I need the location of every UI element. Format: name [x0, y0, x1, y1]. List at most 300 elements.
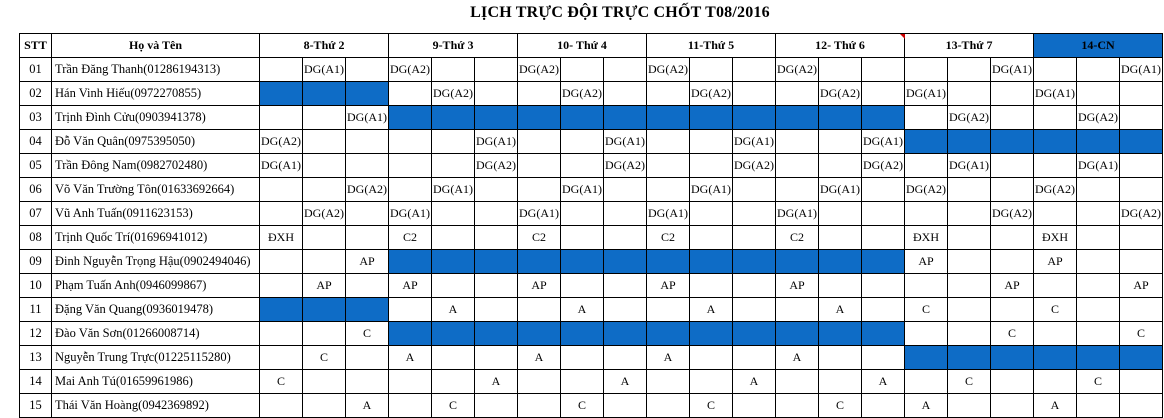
schedule-cell[interactable]: [561, 370, 604, 394]
schedule-cell[interactable]: DG(A1): [776, 202, 819, 226]
row-name[interactable]: Trịnh Đình Cửu(0903941378): [52, 106, 260, 130]
row-name[interactable]: Hán Vinh Hiếu(0972270855): [52, 82, 260, 106]
schedule-cell[interactable]: A: [862, 370, 905, 394]
schedule-cell[interactable]: [776, 394, 819, 418]
schedule-cell[interactable]: [475, 322, 518, 346]
schedule-cell[interactable]: AP: [905, 250, 948, 274]
schedule-cell[interactable]: [1120, 154, 1163, 178]
row-name[interactable]: Mai Anh Tú(01659961986): [52, 370, 260, 394]
schedule-cell[interactable]: DG(A1): [948, 154, 991, 178]
schedule-cell[interactable]: DG(A2): [733, 154, 776, 178]
schedule-cell[interactable]: [647, 370, 690, 394]
schedule-cell[interactable]: [604, 178, 647, 202]
schedule-cell[interactable]: [862, 394, 905, 418]
schedule-cell[interactable]: [1034, 322, 1077, 346]
schedule-cell[interactable]: [776, 106, 819, 130]
schedule-cell[interactable]: [1120, 394, 1163, 418]
schedule-cell[interactable]: [475, 226, 518, 250]
schedule-cell[interactable]: [733, 274, 776, 298]
schedule-cell[interactable]: AP: [647, 274, 690, 298]
schedule-cell[interactable]: DG(A1): [819, 178, 862, 202]
schedule-cell[interactable]: [690, 346, 733, 370]
row-stt[interactable]: 04: [20, 130, 52, 154]
schedule-cell[interactable]: [303, 250, 346, 274]
schedule-cell[interactable]: [819, 106, 862, 130]
schedule-cell[interactable]: [1077, 82, 1120, 106]
schedule-cell[interactable]: [690, 322, 733, 346]
row-name[interactable]: Nguyễn Trung Trực(01225115280): [52, 346, 260, 370]
schedule-cell[interactable]: [905, 346, 948, 370]
schedule-cell[interactable]: [604, 58, 647, 82]
row-name[interactable]: Phạm Tuấn Anh(0946099867): [52, 274, 260, 298]
schedule-cell[interactable]: A: [776, 346, 819, 370]
schedule-cell[interactable]: [1077, 58, 1120, 82]
schedule-cell[interactable]: [561, 322, 604, 346]
row-stt[interactable]: 15: [20, 394, 52, 418]
schedule-cell[interactable]: [432, 202, 475, 226]
schedule-cell[interactable]: [991, 394, 1034, 418]
schedule-cell[interactable]: DG(A2): [991, 202, 1034, 226]
schedule-cell[interactable]: C: [948, 370, 991, 394]
schedule-cell[interactable]: [561, 130, 604, 154]
schedule-cell[interactable]: [518, 130, 561, 154]
schedule-cell[interactable]: [948, 322, 991, 346]
schedule-cell[interactable]: [604, 394, 647, 418]
schedule-cell[interactable]: [475, 82, 518, 106]
schedule-cell[interactable]: A: [819, 298, 862, 322]
schedule-cell[interactable]: C: [1077, 370, 1120, 394]
schedule-cell[interactable]: AP: [776, 274, 819, 298]
schedule-cell[interactable]: [862, 226, 905, 250]
schedule-cell[interactable]: DG(A2): [1077, 106, 1120, 130]
schedule-cell[interactable]: [561, 226, 604, 250]
schedule-cell[interactable]: [776, 130, 819, 154]
schedule-cell[interactable]: DG(A2): [561, 82, 604, 106]
schedule-cell[interactable]: [561, 106, 604, 130]
schedule-cell[interactable]: [1077, 274, 1120, 298]
schedule-cell[interactable]: AP: [991, 274, 1034, 298]
schedule-cell[interactable]: [905, 130, 948, 154]
header-day-4[interactable]: 11-Thứ 5: [647, 34, 776, 58]
schedule-cell[interactable]: [733, 106, 776, 130]
schedule-cell[interactable]: [991, 130, 1034, 154]
schedule-cell[interactable]: [346, 226, 389, 250]
schedule-cell[interactable]: [475, 250, 518, 274]
schedule-cell[interactable]: [604, 226, 647, 250]
row-name[interactable]: Trần Đông Nam(0982702480): [52, 154, 260, 178]
schedule-cell[interactable]: [862, 178, 905, 202]
schedule-cell[interactable]: DG(A1): [389, 202, 432, 226]
schedule-cell[interactable]: [819, 370, 862, 394]
schedule-cell[interactable]: [733, 58, 776, 82]
schedule-cell[interactable]: [991, 106, 1034, 130]
schedule-cell[interactable]: [862, 274, 905, 298]
schedule-cell[interactable]: [260, 322, 303, 346]
header-day-5[interactable]: 12- Thứ 6: [776, 34, 905, 58]
schedule-cell[interactable]: DG(A1): [690, 178, 733, 202]
schedule-cell[interactable]: [776, 322, 819, 346]
header-stt[interactable]: STT: [20, 34, 52, 58]
schedule-cell[interactable]: [776, 178, 819, 202]
schedule-cell[interactable]: [819, 130, 862, 154]
header-day-1[interactable]: 8-Thứ 2: [260, 34, 389, 58]
schedule-cell[interactable]: [389, 370, 432, 394]
schedule-cell[interactable]: [475, 298, 518, 322]
schedule-cell[interactable]: ĐXH: [260, 226, 303, 250]
schedule-cell[interactable]: DG(A2): [260, 130, 303, 154]
schedule-cell[interactable]: [260, 202, 303, 226]
schedule-cell[interactable]: [647, 106, 690, 130]
schedule-cell[interactable]: [733, 346, 776, 370]
schedule-cell[interactable]: [518, 82, 561, 106]
schedule-cell[interactable]: DG(A1): [346, 106, 389, 130]
schedule-cell[interactable]: [604, 274, 647, 298]
schedule-cell[interactable]: [604, 202, 647, 226]
schedule-cell[interactable]: [432, 370, 475, 394]
schedule-cell[interactable]: [561, 274, 604, 298]
schedule-cell[interactable]: [690, 130, 733, 154]
schedule-cell[interactable]: [948, 394, 991, 418]
schedule-cell[interactable]: [346, 82, 389, 106]
schedule-cell[interactable]: A: [604, 370, 647, 394]
row-name[interactable]: Đinh Nguyễn Trọng Hậu(0902494046): [52, 250, 260, 274]
schedule-cell[interactable]: [432, 106, 475, 130]
schedule-cell[interactable]: DG(A1): [561, 178, 604, 202]
schedule-cell[interactable]: DG(A1): [733, 130, 776, 154]
row-name[interactable]: Đỗ Văn Quân(0975395050): [52, 130, 260, 154]
schedule-cell[interactable]: DG(A2): [389, 58, 432, 82]
schedule-cell[interactable]: [475, 202, 518, 226]
schedule-cell[interactable]: [1120, 130, 1163, 154]
schedule-cell[interactable]: [260, 394, 303, 418]
schedule-cell[interactable]: [432, 274, 475, 298]
schedule-cell[interactable]: [862, 346, 905, 370]
schedule-cell[interactable]: [1120, 298, 1163, 322]
schedule-cell[interactable]: [690, 106, 733, 130]
row-stt[interactable]: 10: [20, 274, 52, 298]
schedule-cell[interactable]: DG(A2): [604, 154, 647, 178]
schedule-cell[interactable]: [690, 58, 733, 82]
schedule-cell[interactable]: [733, 226, 776, 250]
schedule-cell[interactable]: [1120, 106, 1163, 130]
schedule-cell[interactable]: DG(A1): [991, 58, 1034, 82]
schedule-cell[interactable]: A: [905, 394, 948, 418]
schedule-cell[interactable]: [1120, 178, 1163, 202]
schedule-cell[interactable]: DG(A2): [303, 202, 346, 226]
schedule-cell[interactable]: C: [819, 394, 862, 418]
schedule-cell[interactable]: [389, 298, 432, 322]
schedule-cell[interactable]: [389, 154, 432, 178]
row-stt[interactable]: 06: [20, 178, 52, 202]
schedule-cell[interactable]: [518, 154, 561, 178]
schedule-cell[interactable]: [303, 178, 346, 202]
schedule-cell[interactable]: DG(A2): [346, 178, 389, 202]
schedule-cell[interactable]: DG(A2): [1034, 178, 1077, 202]
schedule-cell[interactable]: DG(A2): [518, 58, 561, 82]
schedule-cell[interactable]: [303, 226, 346, 250]
schedule-cell[interactable]: [776, 154, 819, 178]
schedule-cell[interactable]: [647, 322, 690, 346]
schedule-cell[interactable]: [991, 226, 1034, 250]
schedule-cell[interactable]: [776, 250, 819, 274]
schedule-cell[interactable]: [260, 274, 303, 298]
schedule-cell[interactable]: [303, 322, 346, 346]
schedule-cell[interactable]: [518, 106, 561, 130]
schedule-cell[interactable]: [1034, 154, 1077, 178]
schedule-cell[interactable]: [303, 82, 346, 106]
schedule-cell[interactable]: [991, 250, 1034, 274]
schedule-cell[interactable]: [905, 106, 948, 130]
schedule-cell[interactable]: [1077, 178, 1120, 202]
schedule-cell[interactable]: [905, 154, 948, 178]
schedule-cell[interactable]: [303, 106, 346, 130]
schedule-cell[interactable]: DG(A2): [776, 58, 819, 82]
row-stt[interactable]: 09: [20, 250, 52, 274]
schedule-cell[interactable]: [1034, 130, 1077, 154]
schedule-cell[interactable]: A: [690, 298, 733, 322]
schedule-cell[interactable]: [1120, 370, 1163, 394]
schedule-cell[interactable]: DG(A2): [647, 58, 690, 82]
schedule-cell[interactable]: [561, 58, 604, 82]
schedule-cell[interactable]: [862, 250, 905, 274]
schedule-cell[interactable]: DG(A1): [260, 154, 303, 178]
schedule-cell[interactable]: [475, 178, 518, 202]
schedule-cell[interactable]: [647, 298, 690, 322]
schedule-cell[interactable]: [346, 298, 389, 322]
schedule-cell[interactable]: [1077, 130, 1120, 154]
row-stt[interactable]: 08: [20, 226, 52, 250]
schedule-cell[interactable]: [604, 322, 647, 346]
schedule-cell[interactable]: [346, 370, 389, 394]
schedule-cell[interactable]: [690, 202, 733, 226]
row-name[interactable]: Đào Văn Sơn(01266008714): [52, 322, 260, 346]
schedule-cell[interactable]: C: [991, 322, 1034, 346]
schedule-cell[interactable]: [819, 202, 862, 226]
schedule-cell[interactable]: [1077, 226, 1120, 250]
schedule-cell[interactable]: [991, 154, 1034, 178]
schedule-cell[interactable]: [346, 346, 389, 370]
schedule-cell[interactable]: A: [475, 370, 518, 394]
schedule-cell[interactable]: [1034, 346, 1077, 370]
schedule-cell[interactable]: A: [346, 394, 389, 418]
schedule-cell[interactable]: [733, 322, 776, 346]
schedule-cell[interactable]: [518, 298, 561, 322]
schedule-cell[interactable]: [991, 82, 1034, 106]
schedule-cell[interactable]: [389, 250, 432, 274]
schedule-cell[interactable]: [647, 154, 690, 178]
schedule-cell[interactable]: [862, 58, 905, 82]
schedule-cell[interactable]: [776, 370, 819, 394]
schedule-cell[interactable]: C2: [389, 226, 432, 250]
row-stt[interactable]: 07: [20, 202, 52, 226]
schedule-cell[interactable]: [604, 346, 647, 370]
schedule-cell[interactable]: [1077, 346, 1120, 370]
schedule-cell[interactable]: [647, 178, 690, 202]
schedule-cell[interactable]: [604, 82, 647, 106]
schedule-cell[interactable]: [1120, 250, 1163, 274]
schedule-cell[interactable]: DG(A1): [905, 82, 948, 106]
schedule-cell[interactable]: [1034, 106, 1077, 130]
schedule-cell[interactable]: [819, 226, 862, 250]
header-day-2[interactable]: 9-Thứ 3: [389, 34, 518, 58]
schedule-cell[interactable]: [1034, 202, 1077, 226]
schedule-cell[interactable]: [690, 250, 733, 274]
schedule-cell[interactable]: [346, 130, 389, 154]
schedule-cell[interactable]: DG(A1): [862, 130, 905, 154]
row-stt[interactable]: 11: [20, 298, 52, 322]
schedule-cell[interactable]: [346, 274, 389, 298]
schedule-cell[interactable]: DG(A1): [432, 178, 475, 202]
schedule-cell[interactable]: [819, 154, 862, 178]
schedule-cell[interactable]: DG(A2): [1120, 202, 1163, 226]
header-day-6[interactable]: 13-Thứ 7: [905, 34, 1034, 58]
schedule-cell[interactable]: C: [905, 298, 948, 322]
schedule-cell[interactable]: [647, 82, 690, 106]
row-name[interactable]: Trần Đăng Thanh(01286194313): [52, 58, 260, 82]
schedule-cell[interactable]: [346, 58, 389, 82]
schedule-cell[interactable]: [346, 202, 389, 226]
schedule-cell[interactable]: A: [733, 370, 776, 394]
header-day-3[interactable]: 10- Thứ 4: [518, 34, 647, 58]
schedule-cell[interactable]: [260, 298, 303, 322]
schedule-cell[interactable]: [260, 346, 303, 370]
schedule-cell[interactable]: [389, 178, 432, 202]
schedule-cell[interactable]: [561, 346, 604, 370]
schedule-cell[interactable]: [432, 250, 475, 274]
schedule-cell[interactable]: AP: [346, 250, 389, 274]
row-name[interactable]: Võ Văn Trường Tôn(01633692664): [52, 178, 260, 202]
schedule-cell[interactable]: [819, 346, 862, 370]
schedule-cell[interactable]: [948, 130, 991, 154]
row-stt[interactable]: 12: [20, 322, 52, 346]
schedule-cell[interactable]: [905, 274, 948, 298]
schedule-cell[interactable]: [1077, 202, 1120, 226]
schedule-cell[interactable]: DG(A2): [948, 106, 991, 130]
row-name[interactable]: Đặng Văn Quang(0936019478): [52, 298, 260, 322]
schedule-cell[interactable]: [518, 394, 561, 418]
schedule-cell[interactable]: [1077, 250, 1120, 274]
schedule-cell[interactable]: [733, 178, 776, 202]
row-name[interactable]: Thái Văn Hoàng(0942369892): [52, 394, 260, 418]
schedule-cell[interactable]: [948, 58, 991, 82]
schedule-cell[interactable]: [561, 202, 604, 226]
schedule-cell[interactable]: [303, 154, 346, 178]
schedule-cell[interactable]: [303, 394, 346, 418]
schedule-cell[interactable]: [819, 322, 862, 346]
schedule-cell[interactable]: [948, 226, 991, 250]
schedule-cell[interactable]: [518, 250, 561, 274]
schedule-cell[interactable]: [475, 394, 518, 418]
schedule-cell[interactable]: [819, 274, 862, 298]
schedule-cell[interactable]: [389, 394, 432, 418]
row-stt[interactable]: 02: [20, 82, 52, 106]
schedule-cell[interactable]: [389, 82, 432, 106]
schedule-cell[interactable]: [260, 106, 303, 130]
schedule-cell[interactable]: [948, 178, 991, 202]
schedule-cell[interactable]: [1120, 346, 1163, 370]
schedule-cell[interactable]: [647, 250, 690, 274]
schedule-cell[interactable]: [1034, 274, 1077, 298]
schedule-cell[interactable]: DG(A1): [604, 130, 647, 154]
schedule-cell[interactable]: C: [346, 322, 389, 346]
schedule-cell[interactable]: [1077, 394, 1120, 418]
schedule-cell[interactable]: [1077, 322, 1120, 346]
schedule-cell[interactable]: [1120, 226, 1163, 250]
schedule-cell[interactable]: [991, 346, 1034, 370]
schedule-cell[interactable]: C: [432, 394, 475, 418]
schedule-cell[interactable]: [690, 154, 733, 178]
schedule-cell[interactable]: DG(A2): [690, 82, 733, 106]
row-name[interactable]: Trịnh Quốc Trí(01696941012): [52, 226, 260, 250]
schedule-cell[interactable]: [647, 394, 690, 418]
schedule-cell[interactable]: [948, 250, 991, 274]
schedule-cell[interactable]: DG(A1): [475, 130, 518, 154]
schedule-cell[interactable]: A: [1034, 394, 1077, 418]
schedule-cell[interactable]: [690, 274, 733, 298]
schedule-cell[interactable]: C: [561, 394, 604, 418]
schedule-cell[interactable]: DG(A1): [1077, 154, 1120, 178]
schedule-cell[interactable]: [991, 370, 1034, 394]
schedule-cell[interactable]: AP: [518, 274, 561, 298]
row-name[interactable]: Vũ Anh Tuấn(0911623153): [52, 202, 260, 226]
schedule-cell[interactable]: [948, 274, 991, 298]
schedule-cell[interactable]: A: [647, 346, 690, 370]
row-stt[interactable]: 03: [20, 106, 52, 130]
schedule-cell[interactable]: C: [690, 394, 733, 418]
schedule-cell[interactable]: [862, 202, 905, 226]
schedule-cell[interactable]: [819, 58, 862, 82]
schedule-cell[interactable]: [303, 298, 346, 322]
schedule-cell[interactable]: [432, 322, 475, 346]
schedule-cell[interactable]: C: [303, 346, 346, 370]
schedule-cell[interactable]: [346, 154, 389, 178]
schedule-cell[interactable]: [260, 250, 303, 274]
schedule-cell[interactable]: [733, 202, 776, 226]
schedule-cell[interactable]: C: [1120, 322, 1163, 346]
schedule-cell[interactable]: [948, 298, 991, 322]
schedule-cell[interactable]: A: [561, 298, 604, 322]
schedule-cell[interactable]: [389, 322, 432, 346]
schedule-cell[interactable]: [475, 58, 518, 82]
schedule-cell[interactable]: A: [432, 298, 475, 322]
schedule-cell[interactable]: [518, 178, 561, 202]
schedule-cell[interactable]: AP: [389, 274, 432, 298]
schedule-cell[interactable]: DG(A2): [432, 82, 475, 106]
schedule-cell[interactable]: [432, 154, 475, 178]
schedule-cell[interactable]: [604, 298, 647, 322]
schedule-cell[interactable]: [948, 82, 991, 106]
schedule-cell[interactable]: DG(A2): [475, 154, 518, 178]
schedule-cell[interactable]: DG(A2): [862, 154, 905, 178]
schedule-cell[interactable]: [948, 346, 991, 370]
schedule-cell[interactable]: [432, 130, 475, 154]
schedule-cell[interactable]: DG(A2): [819, 82, 862, 106]
schedule-cell[interactable]: C2: [776, 226, 819, 250]
schedule-cell[interactable]: [389, 130, 432, 154]
schedule-cell[interactable]: C2: [647, 226, 690, 250]
schedule-cell[interactable]: [432, 226, 475, 250]
schedule-cell[interactable]: [819, 250, 862, 274]
schedule-cell[interactable]: [905, 322, 948, 346]
schedule-cell[interactable]: DG(A1): [1034, 82, 1077, 106]
header-day-7[interactable]: 14-CN: [1034, 34, 1163, 58]
schedule-cell[interactable]: [389, 106, 432, 130]
row-stt[interactable]: 05: [20, 154, 52, 178]
schedule-cell[interactable]: [518, 370, 561, 394]
schedule-cell[interactable]: A: [389, 346, 432, 370]
schedule-cell[interactable]: [1077, 298, 1120, 322]
schedule-cell[interactable]: ĐXH: [1034, 226, 1077, 250]
